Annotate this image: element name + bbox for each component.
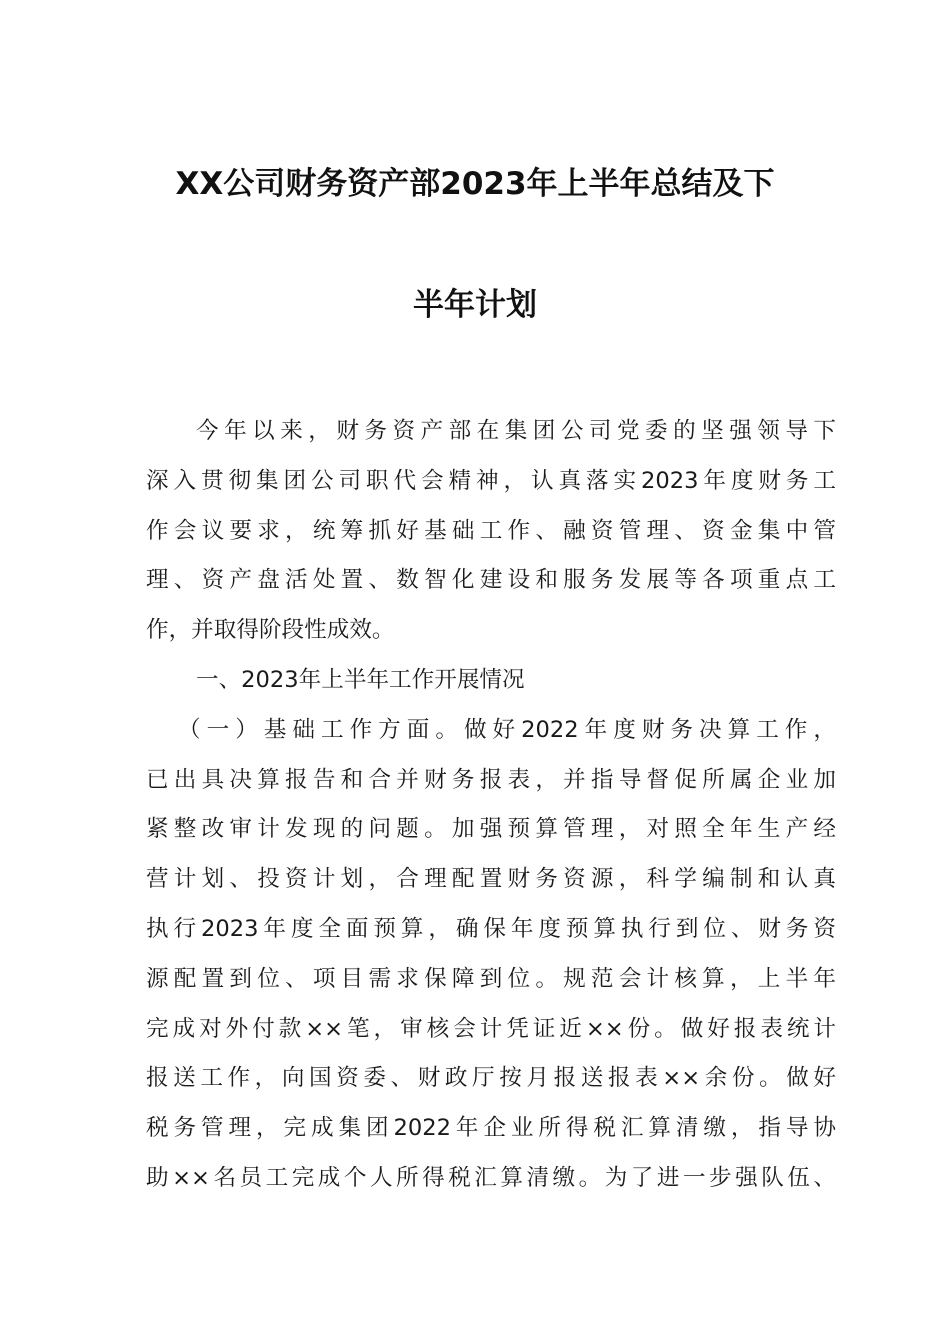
- paragraph-basic-work-line: 紧整改审计发现的问题。加强预算管理，对照全年生产经: [146, 816, 836, 843]
- paragraph-basic-work-line: 营计划、投资计划，合理配置财务资源，科学编制和认真: [146, 866, 836, 893]
- document-title-line-2: 半年计划: [413, 287, 537, 323]
- paragraph-basic-work-line: （一）基础工作方面。做好2022年度财务决算工作，: [178, 716, 836, 743]
- paragraph-intro-line: 今年以来，财务资产部在集团公司党委的坚强领导下: [196, 418, 836, 444]
- paragraph-basic-work-line: 完成对外付款××笔，审核会计凭证近××份。做好报表统计: [146, 1015, 836, 1042]
- paragraph-intro-line: 深入贯彻集团公司职代会精神，认真落实2023年度财务工: [146, 467, 836, 494]
- paragraph-basic-work-line: 报送工作，向国资委、财政厅按月报送报表××余份。做好: [146, 1065, 836, 1092]
- paragraph-basic-work-line: 已出具决算报告和合并财务报表，并指导督促所属企业加: [146, 766, 836, 793]
- paragraph-basic-work-line: 执行2023年度全面预算，确保年度预算执行到位、财务资: [146, 915, 836, 942]
- document-body: [146, 407, 836, 1204]
- paragraph-intro-line: 作，并取得阶段性成效。: [146, 617, 395, 644]
- document-title-line-1: XX公司财务资产部2023年上半年总结及下: [175, 166, 775, 202]
- paragraph-basic-work-line: 税务管理，完成集团2022年企业所得税汇算清缴，指导协: [146, 1115, 836, 1142]
- paragraph-basic-work-line: 源配置到位、项目需求保障到位。规范会计核算，上半年: [146, 965, 836, 992]
- paragraph-intro-line: 理、资产盘活处置、数智化建设和服务发展等各项重点工: [146, 567, 836, 594]
- paragraph-basic-work-line: 助××名员工完成个人所得税汇算清缴。为了进一步强队伍、: [146, 1164, 836, 1191]
- paragraph-intro-line: 作会议要求，统筹抓好基础工作、融资管理、资金集中管: [146, 517, 836, 544]
- section-heading: 一、2023年上半年工作开展情况: [196, 666, 525, 693]
